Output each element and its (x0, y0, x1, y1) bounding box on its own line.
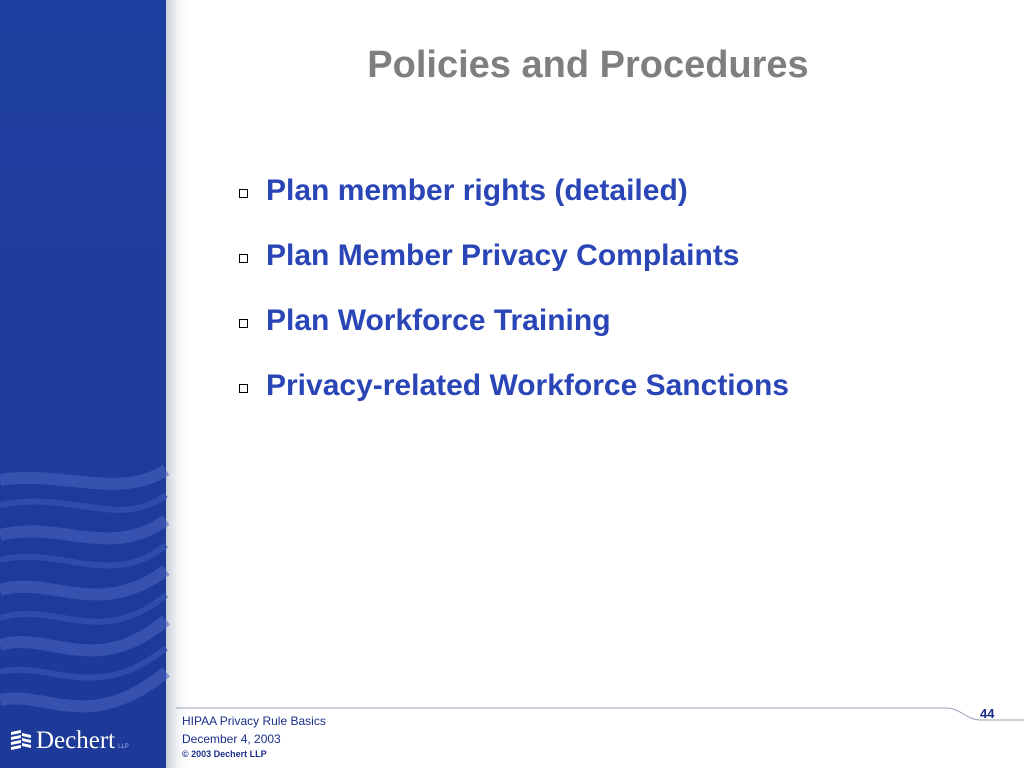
bullet-text: Plan Workforce Training (266, 303, 611, 337)
hollow-square-icon (239, 384, 248, 393)
bullet-item (236, 288, 789, 353)
hollow-square-icon (239, 319, 248, 328)
dechert-logo-mark-icon (10, 729, 32, 753)
footer-copyright: © 2003 Dechert LLP (182, 749, 267, 759)
bullet-item (236, 223, 789, 288)
bullet-item (236, 353, 789, 418)
logo-wordmark: Dechert (36, 727, 116, 754)
slide-title: Policies and Procedures (367, 44, 809, 86)
bullet-text: Privacy-related Workforce Sanctions (266, 368, 789, 402)
side-decorative-band (0, 0, 190, 768)
bullet-item (236, 158, 789, 223)
dechert-logo (10, 728, 129, 753)
bullet-text: Plan Member Privacy Complaints (266, 238, 740, 272)
bullet-list (236, 158, 789, 418)
bullet-text: Plan member rights (detailed) (266, 173, 688, 207)
hollow-square-icon (239, 254, 248, 263)
logo-suffix: LLP (118, 743, 129, 750)
hollow-square-icon (239, 189, 248, 198)
footer-date: December 4, 2003 (182, 732, 281, 746)
page-number: 44 (980, 706, 995, 721)
footer-presentation-title: HIPAA Privacy Rule Basics (182, 714, 326, 728)
